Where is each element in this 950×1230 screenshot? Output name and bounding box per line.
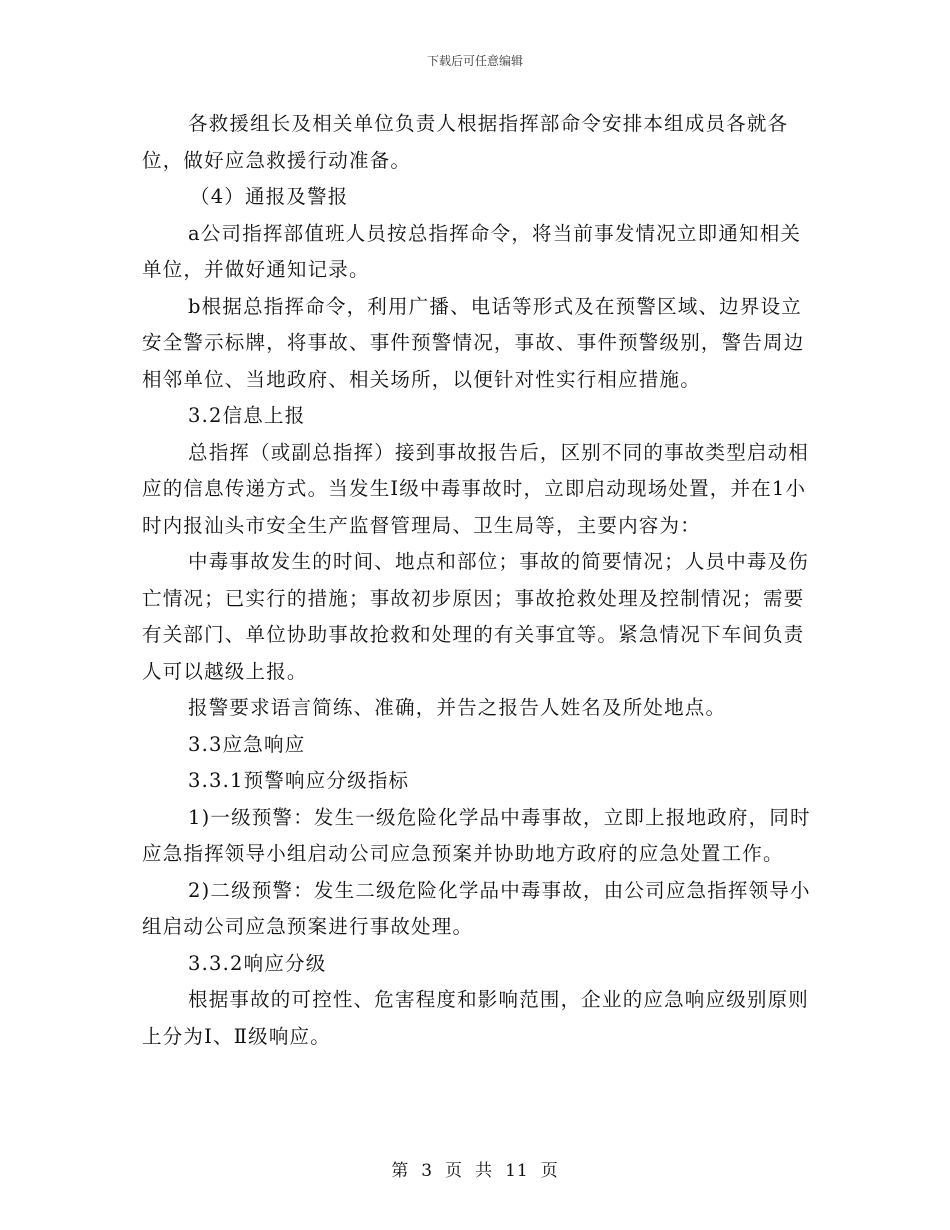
paragraph: 1)一级预警：发生一级危险化学品中毒事故，立即上报地政府，同时应急指挥领导小组启动公司应急预案并协助地方政府的应急处置工作。 (142, 805, 811, 865)
paragraph: 中毒事故发生的时间、地点和部位；事故的简要情况；人员中毒及伤亡情况；已实行的措施；事故初步原因；事故抢救处理及控制情况；需要有关部门、单位协助事故抢救和处理的有关事宜等。紧急情况下车间负责人可以越级上报。 (142, 550, 810, 683)
paragraph: 报警要求语言简练、准确，并告之报告人姓名及所处地点。 (188, 696, 727, 719)
paragraph: 根据事故的可控性、危害程度和影响范围，企业的应急响应级别原则上分为Ⅰ、Ⅱ级响应。 (142, 988, 810, 1048)
paragraph: a公司指挥部值班人员按总指挥命令，将当前事发情况立即通知相关单位，并做好通知记录。 (142, 221, 802, 281)
section-heading: （4）通报及警报 (190, 185, 349, 208)
footer-ye: 页 (445, 1161, 464, 1181)
footer-ye2: 页 (540, 1161, 559, 1181)
section-heading: 3.2信息上报 (188, 404, 306, 427)
page-footer (0, 1156, 950, 1181)
paragraph: 总指挥（或副总指挥）接到事故报告后，区别不同的事故类型启动相应的信息传递方式。当发生Ⅰ级中毒事故时，立即启动现场处置，并在1小时内报汕头市安全生产监督管理局、卫生局等，主要内容为： (142, 440, 810, 537)
page-header: 下载后可任意编辑 (426, 54, 523, 68)
paragraph: b根据总指挥命令，利用广播、电话等形式及在预警区域、边界设立安全警示标牌，将事故、事件预警情况，事故、事件预警级别，警告周边相邻单位、当地政府、相关场所，以便针对性实行相应措施。 (142, 294, 805, 391)
footer-gong: 共 (475, 1161, 494, 1181)
paragraph: 各救援组长及相关单位负责人根据指挥部命令安排本组成员各就各位，做好应急救援行动准备。 (142, 112, 789, 172)
footer-total-pages: 11 (505, 1161, 529, 1181)
footer-di: 第 (391, 1161, 410, 1181)
document-body (142, 106, 812, 1055)
section-heading: 3.3应急响应 (188, 732, 306, 756)
paragraph: 2)二级预警：发生二级危险化学品中毒事故，由公司应急指挥领导小组启动公司应急预案进行事故处理。 (142, 878, 811, 938)
section-heading: 3.3.2响应分级 (188, 951, 327, 975)
footer-page-number: 3 (421, 1161, 434, 1181)
section-heading: 3.3.1预警响应分级指标 (188, 769, 410, 792)
